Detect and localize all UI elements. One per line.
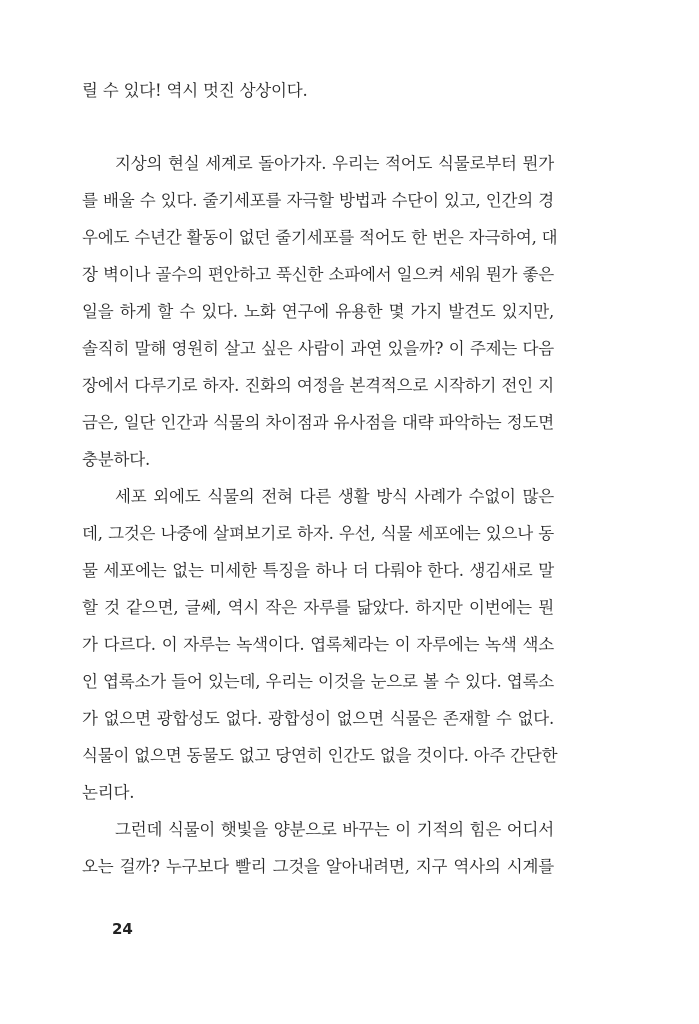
text-line: 우에도 수년간 활동이 없던 줄기세포를 적어도 한 번은 자극하여, 대 [82, 228, 558, 247]
text-line: 가 다르다. 이 자루는 녹색이다. 엽록체라는 이 자루에는 녹색 색소 [82, 635, 554, 654]
paragraph-2 [82, 145, 558, 478]
paragraph-4 [82, 811, 554, 885]
text-line: 장에서 다루기로 하자. 진화의 여정을 본격적으로 시작하기 전인 지 [82, 376, 554, 395]
text-line: 물 세포에는 없는 미세한 특징을 하나 더 다뤄야 한다. 생김새로 말 [82, 561, 554, 580]
text-line: 가 없으면 광합성도 없다. 광합성이 없으면 식물은 존재할 수 없다. [82, 709, 554, 728]
paragraph-3 [82, 478, 558, 811]
text-line: 를 배울 수 있다. 줄기세포를 자극할 방법과 수단이 있고, 인간의 경 [82, 191, 554, 210]
paragraph-1 [82, 72, 554, 109]
text-line: 지상의 현실 세계로 돌아가자. 우리는 적어도 식물로부터 뭔가 [115, 154, 554, 173]
text-line: 데, 그것은 나중에 살펴보기로 하자. 우선, 식물 세포에는 있으나 동 [82, 524, 554, 543]
text-line: 인 엽록소가 들어 있는데, 우리는 이것을 눈으로 볼 수 있다. 엽록소 [82, 672, 554, 691]
text-line: 논리다. [82, 783, 135, 802]
page-body [82, 72, 558, 885]
text-line: 릴 수 있다! 역시 멋진 상상이다. [82, 81, 308, 100]
text-line: 식물이 없으면 동물도 없고 당연히 인간도 없을 것이다. 아주 간단한 [82, 746, 558, 765]
text-line: 오는 걸까? 누구보다 빨리 그것을 알아내려면, 지구 역사의 시계를 [82, 857, 554, 876]
text-line: 장 벽이나 골수의 편안하고 푹신한 소파에서 일으켜 세워 뭔가 좋은 [82, 265, 554, 284]
text-line: 그런데 식물이 햇빛을 양분으로 바꾸는 이 기적의 힘은 어디서 [115, 820, 554, 839]
text-line: 솔직히 말해 영원히 살고 싶은 사람이 과연 있을까? 이 주제는 다음 [82, 339, 554, 358]
text-line: 할 것 같으면, 글쎄, 역시 작은 자루를 닮았다. 하지만 이번에는 뭔 [82, 598, 554, 617]
text-line: 세포 외에도 식물의 전혀 다른 생활 방식 사례가 수없이 많은 [115, 487, 554, 506]
page-number: 24 [112, 920, 133, 938]
text-line: 일을 하게 할 수 있다. 노화 연구에 유용한 몇 가지 발견도 있지만, [82, 302, 554, 321]
text-line: 충분하다. [82, 450, 151, 469]
text-line: 금은, 일단 인간과 식물의 차이점과 유사점을 대략 파악하는 정도면 [82, 413, 554, 432]
